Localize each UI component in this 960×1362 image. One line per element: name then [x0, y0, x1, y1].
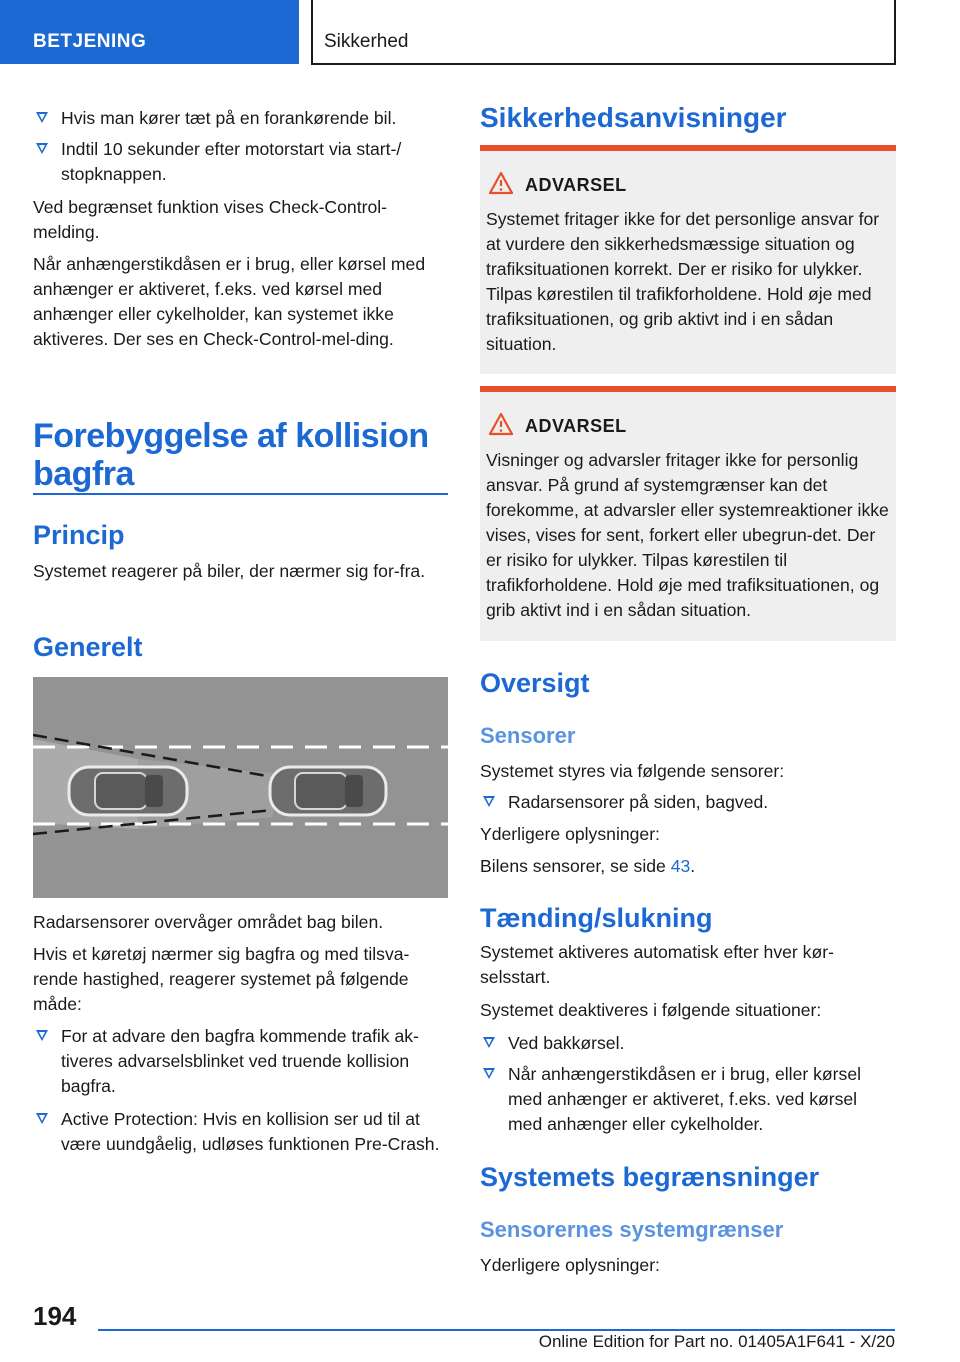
figure-caption: Radarsensorer overvåger området bag bilen. [33, 912, 384, 932]
warning-triangle-icon [488, 171, 514, 195]
paragraph: Yderligere oplysninger: [480, 824, 660, 844]
list-item [33, 1107, 448, 1157]
section-tab-label: BETJENING [33, 31, 147, 52]
list-item [33, 137, 448, 187]
triangle-bullet-icon [36, 1113, 48, 1124]
subsection-heading: Systemets begrænsninger [480, 1162, 820, 1192]
subsection-heading: Oversigt [480, 668, 590, 698]
warning-title: ADVARSEL [525, 175, 627, 195]
warning-box [480, 386, 896, 641]
paragraph: Systemet aktiveres automatisk efter hver kør-selsstart. [480, 942, 834, 987]
minor-heading: Sensorer [480, 723, 576, 748]
subsection-heading: Generelt [33, 632, 143, 662]
paragraph: Systemet styres via følgende sensorer: [480, 761, 785, 781]
chapter-title: Sikkerhed [324, 31, 409, 52]
warning-bar [480, 145, 896, 151]
paragraph: Hvis et køretøj nærmer sig bagfra og med tilsva-rende hastighed, reagerer systemet på følgende måde: [33, 944, 410, 1014]
footer-rule [98, 1329, 895, 1331]
warning-bar [480, 386, 896, 392]
page-header [0, 0, 960, 66]
section-heading: Forebyggelse af kollision bagfra [33, 417, 429, 493]
list-item-text: Ved bakkørsel. [508, 1033, 625, 1053]
paragraph: Systemet reagerer på biler, der nærmer sig for-fra. [33, 561, 426, 581]
section-tab [0, 0, 299, 64]
list-item [480, 1031, 896, 1056]
paragraph: Når anhængerstikdåsen er i brug, eller kørsel med anhænger er aktiveret, f.eks. ved kørsel med anhænger eller cykelholder, kan systemet ikke aktiveres. Der ses en Check-Control-mel-ding. [33, 254, 426, 349]
subsection-heading: Princip [33, 520, 125, 550]
list-item [33, 1024, 448, 1099]
paragraph: Ved begrænset funktion vises Check-Control-melding. [33, 197, 388, 242]
warning-text: Systemet fritager ikke for det personlige ansvar for at vurdere den sikkerhedsmæssige situation og trafiksituationen korrekt. Der er risiko for ulykker. Tilpas kørestilen til trafikforholdene. Hold øje med trafiksituationen, og grib aktivt ind i en sådan situation. [486, 209, 880, 354]
chapter-box [311, 0, 896, 65]
list-item-text: Hvis man kører tæt på en forankørende bil. [61, 108, 397, 128]
section-heading: Sikkerhedsanvisninger [480, 102, 787, 133]
minor-heading: Sensorernes systemgrænser [480, 1217, 784, 1242]
triangle-bullet-icon [36, 112, 48, 123]
list-item-text: Når anhængerstikdåsen er i brug, eller kørsel med anhænger er aktiveret, f.eks. ved kørsel med anhænger eller cykelholder. [508, 1064, 862, 1134]
list-item-text: Active Protection: Hvis en kollision ser ud til at være uundgåelig, udløses funktionen Pre-Crash. [61, 1109, 440, 1154]
rear-car-icon [69, 767, 187, 815]
radar-illustration [33, 677, 448, 898]
warning-box [480, 145, 896, 374]
triangle-bullet-icon [483, 1037, 495, 1048]
list-item-text: Radarsensorer på siden, bagved. [508, 792, 769, 812]
list-item-text: For at advare den bagfra kommende trafik ak-tiveres advarselsblinket ved truende kollision bagfra. [61, 1026, 419, 1096]
subsection-heading: Tænding/slukning [480, 903, 713, 933]
paragraph: Systemet deaktiveres i følgende situationer: [480, 1000, 822, 1020]
warning-title: ADVARSEL [525, 416, 627, 436]
edition-note: Online Edition for Part no. 01405A1F641 - X/20 [538, 1332, 895, 1351]
paragraph: Yderligere oplysninger: [480, 1255, 660, 1275]
heading-rule [33, 493, 448, 495]
cross-reference-suffix: . [690, 856, 696, 876]
list-item [480, 790, 896, 815]
front-car-icon [270, 767, 386, 815]
warning-triangle-icon [488, 412, 514, 436]
cross-reference-text: Bilens sensorer, se side [480, 856, 671, 876]
cross-reference [480, 854, 896, 879]
triangle-bullet-icon [483, 1068, 495, 1079]
list-item-text: Indtil 10 sekunder efter motorstart via start-/ stopknappen. [61, 139, 402, 184]
radar-diagram [33, 677, 448, 898]
page-number: 194 [33, 1301, 77, 1331]
list-item [33, 106, 448, 131]
list-item [480, 1062, 896, 1137]
page-link[interactable]: 43 [670, 856, 691, 876]
warning-text: Visninger og advarsler fritager ikke for personlig ansvar. På grund af systemgrænser kan det forekomme, at advarsler eller systemreaktioner ikke vises, vises for sent, forkert eller ubegrun-det. Der er risiko for ulykker. Tilpas kørestilen til trafikforholdene. Hold øje med trafiksituationen, og grib aktivt ind i en sådan situation. [486, 450, 889, 620]
triangle-bullet-icon [36, 1030, 48, 1041]
triangle-bullet-icon [483, 796, 495, 807]
triangle-bullet-icon [36, 143, 48, 154]
